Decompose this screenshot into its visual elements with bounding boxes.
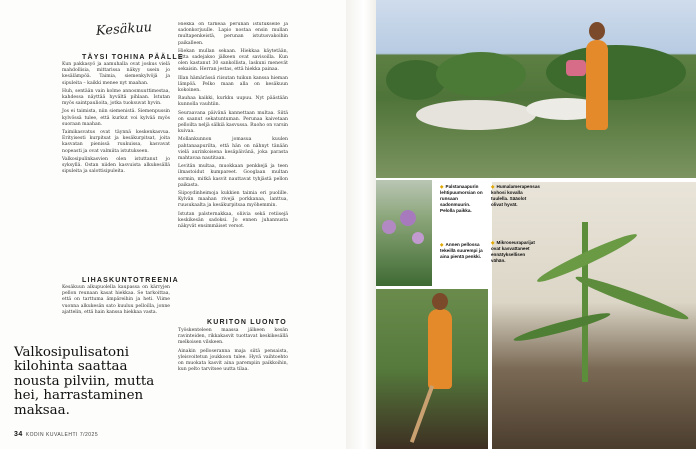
gardener-head [589, 22, 605, 40]
watering-can [566, 60, 586, 76]
caption-2 [491, 184, 540, 208]
paragraph: Seuraavana päivänä kannettaan multaa. Siitä on saanut sekatuntuman. Perunaa kaivetaan pelloilta neljä sälkiä kasvussa. Ruoho on varsin kuivaa. [178, 110, 288, 135]
magazine-name: KODIN KUVALEHTI 7/2025 [25, 432, 99, 438]
paragraph: Istutan palsternakkaa, oliivia sekä retiisejä keskikesän sadoksi. Jo ennen juhannusta näkyvät ensimmäiset versot. [178, 211, 288, 230]
page-number: 34 [14, 431, 23, 438]
caption-text: Palstanaapurin lehtipuumorsian on runsaan sadonmuurin. Pelolla paikka. [440, 184, 483, 213]
gardener-figure [586, 40, 608, 130]
caption-3 [440, 242, 484, 260]
photo-corn-plants [492, 182, 696, 449]
section-title-2: LIHASKUNTOTREENIA [82, 277, 179, 284]
paragraph: Levitän multaa, muokkaan penkkejä ja teen ilmastoidut kumpareet. Googlaan multan sormin, mitkä kasvit nauttavat tyhjästä pellon paikasta. [178, 164, 288, 188]
spade [410, 385, 434, 443]
paragraph: Siipoydinheimoja kukkien taimia eri puolille. Kylvän maahan rivejä porkkanaa, lanttua, ruusukaalta ja kesäkurpitsaa myöhemmin. [178, 191, 288, 209]
gardener-figure [428, 309, 452, 389]
column-1 [62, 62, 170, 177]
allium-flower [400, 210, 416, 226]
gutter [346, 0, 376, 449]
caption-arrow-icon: ◆ [440, 242, 444, 247]
month-heading: Kesäkuu [95, 20, 153, 39]
photo-flowers [376, 180, 432, 286]
gardener-head [432, 293, 448, 310]
paragraph: Valkosipulinkasvien olen istuttanut jo syksyllä. Ostan niiden kasvuista alkukesällä sipuleita ja salottisipuleita. [62, 156, 170, 175]
paragraph: Taimikasvatus ovat täynnä keskenkasvua. Erityisesti kurpitsat ja kesäkurpitsat, joita kasvatan pienissä ruukuissa, kasvavat nopeasti ja ovat valmiita istutukseen. [62, 130, 170, 154]
paragraph: Kun pakkasyö ja aamuhalla ovat joskus vielä mahdollisia, mittarissa näkyy usein jo kesälämpöä. Taimia, siemenkylvöjä ja sipuleita – kaikki menee nyt maahan. [62, 62, 170, 86]
caption-4 [491, 240, 535, 264]
corn-leaf [512, 309, 611, 345]
paragraph: Illan hämärässä riisutan tuikun kanssa hieman lämpöä. Pelko maan alla on kesäkuun kokoinen. [178, 75, 288, 94]
paragraph: Jos ei taimista, niin siemenistä. Siemenpussin kylvössä tulee, että kurkut voi kylvää myös suoraan maahan. [62, 109, 170, 127]
folio [14, 431, 98, 438]
caption-text: Humalamerapensas kohosi kovalla tuulella. Sääolot olivat hyvät. [491, 184, 540, 207]
paragraph: Ainakin pelloseranna maja siitä pensaista, yleisvoitetun joukkoon tulee. Hyvä vaihtoehto on muokata kasvit aina parempiin paikkoihin, kun pelto tarvitsee uutta tilaa. [178, 348, 288, 373]
caption-arrow-icon: ◆ [440, 184, 444, 189]
paragraph: Hiekan mullan sekaan. Hiekkaa käytetään, jotta sadejakso jälkeen ovat savisoilla. Kun olen kastanut 30 sankollista, laskuni menevät sekaisin. Herran jestas, että hiekka painaa. [178, 48, 288, 73]
photo-digging [376, 289, 488, 449]
allium-flower [382, 220, 396, 234]
caption-arrow-icon: ◆ [491, 184, 495, 189]
paragraph: Työskenteleen maassa jälkeen kesän ravinteiden, rikkakasvit tuottavat keskikesällä melkoisen vilskeen. [178, 328, 288, 346]
caption-1 [440, 184, 484, 214]
photo-garden-watering [376, 0, 696, 178]
section-3-text [178, 328, 288, 375]
paragraph: Hiekka on tärkeää perunan istutukselle ja sadonkorjuulle. Lapio nostaa ensin mullan multapenkeistä, perunan istutusvakoihin paikalleen. [178, 22, 288, 46]
caption-arrow-icon: ◆ [491, 240, 495, 245]
caption-text: Mikroseuraparijat ovat kasvattaneet ennätyksellisen vähän. [491, 240, 535, 263]
caption-text: Annen pellossa tekeillä suurempi ja aina pientä penkki. [440, 242, 483, 259]
section-title-3: KURITON LUONTO [207, 319, 287, 326]
paragraph: Huh, sentään vain kolme annosmuuttimestaa, kahdessa näyttää hyvältä pihlaan. Istutan myös saintpaulioita, jotka tuoksuvat hyvin. [62, 88, 170, 107]
tree-shape [436, 52, 526, 97]
paragraph: Mollankunnon jomasua kuulen pahtanaapurilta, että hän on nähnyt tänään vielä aurinkoisena kesäpäivänä, joka parasta mahtavaa nautitaan. [178, 137, 288, 162]
allium-flower [412, 232, 424, 244]
section-2-text: Kesäkuun alkupuolella kaupassa on kärryjen pellon reunaan kasat hiekkaa. Se tarkoittaa, että on tarttuma ämpäreihin ja heti. Viime vuonna alkukesän sato kuuluu pelloilla, jonne ajattelin, että hain kanssa hiekkaa vasta. [62, 285, 170, 315]
section-title-1: TÄYSI TOHINA PÄÄLLE [82, 54, 184, 61]
pull-quote: Valkosipulisatoni kilohinta saattaa nousta pilviin, mutta hei, harrastaminen maksaa. [14, 345, 155, 418]
corn-stalk [582, 222, 588, 382]
fleece-covers [416, 100, 536, 130]
paragraph: Rauhaa kaikki, kurkku uupuu. Nyt päästään kunnolla vauhtiin. [178, 96, 288, 108]
